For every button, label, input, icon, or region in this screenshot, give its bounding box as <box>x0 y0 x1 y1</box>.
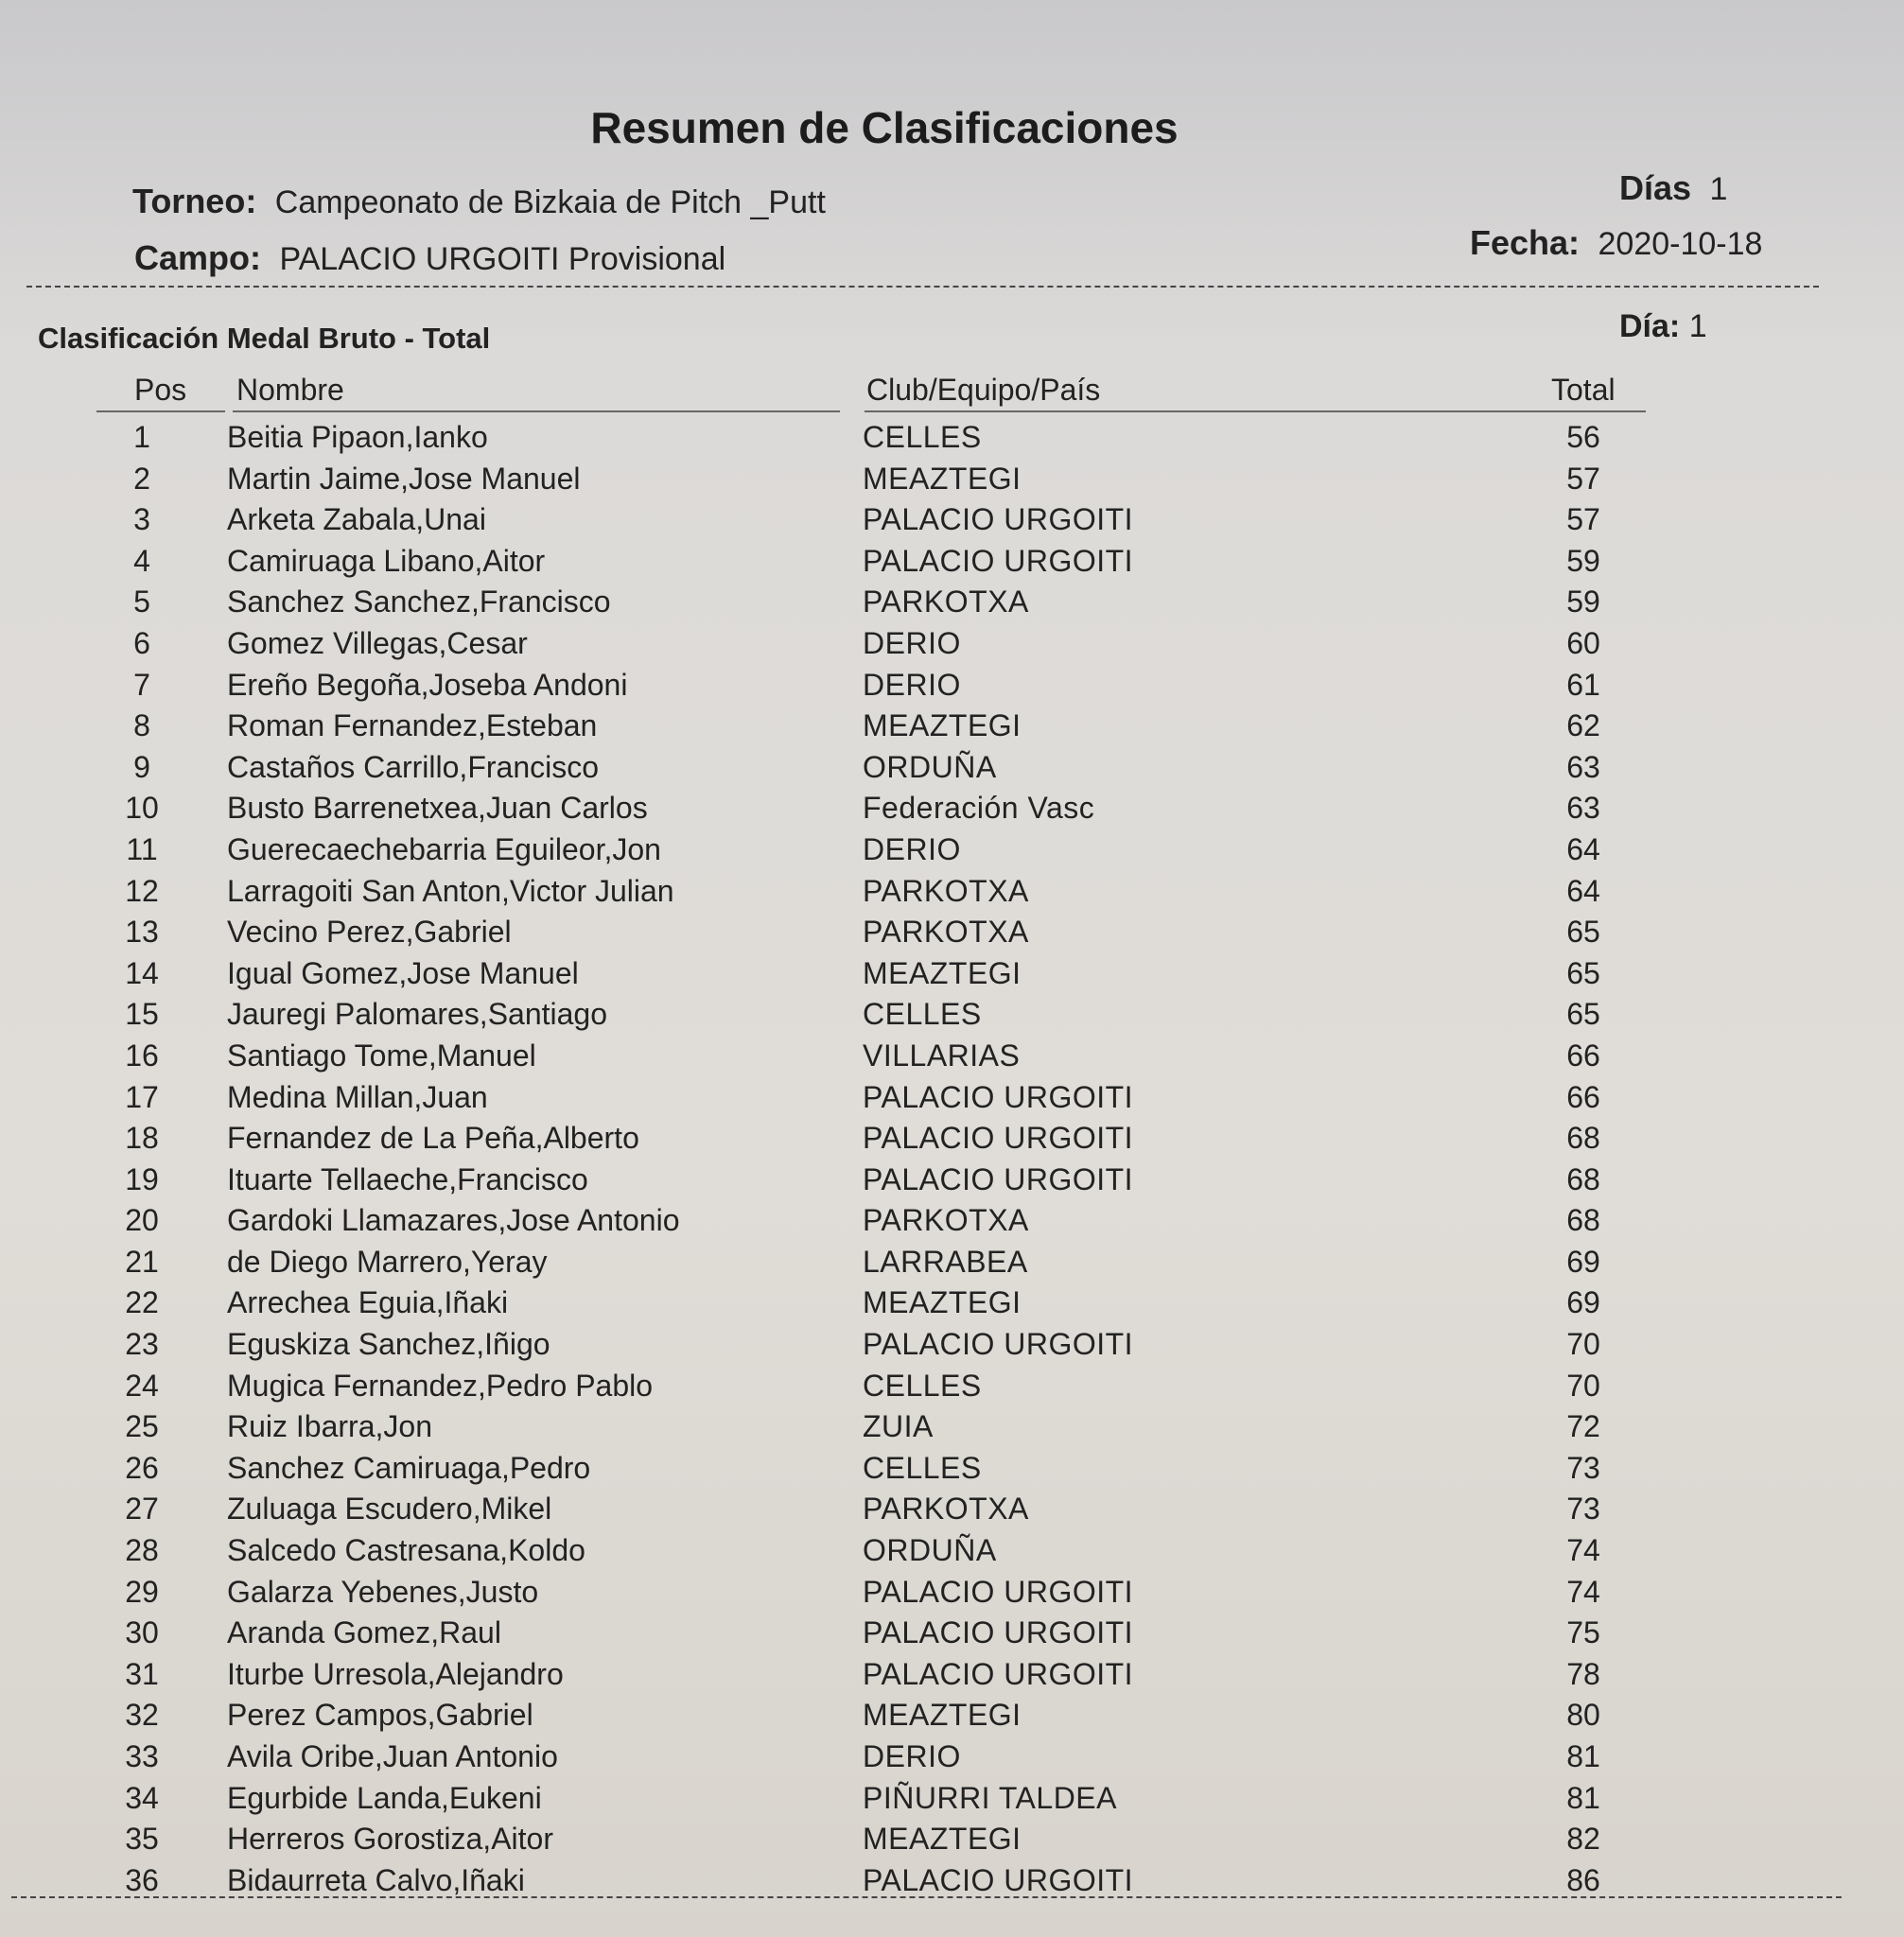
position-cell: 34 <box>125 1780 159 1815</box>
position-cell: 30 <box>125 1615 159 1650</box>
total-cell: 80 <box>1566 1698 1600 1733</box>
position-cell: 5 <box>133 585 150 619</box>
total-cell: 73 <box>1566 1492 1600 1527</box>
total-cell: 73 <box>1566 1450 1600 1485</box>
club-cell: ORDUÑA <box>863 749 997 784</box>
total-cell: 82 <box>1566 1822 1600 1857</box>
club-cell: PALACIO URGOITI <box>863 1161 1134 1196</box>
total-cell: 74 <box>1566 1533 1600 1568</box>
club-cell: LARRABEA <box>863 1244 1028 1279</box>
name-cell: Martin Jaime,Jose Manuel <box>227 461 581 496</box>
table-row <box>0 581 1904 622</box>
club-cell: PALACIO URGOITI <box>863 1079 1134 1114</box>
day-label: Día: <box>1619 308 1681 344</box>
table-row <box>0 540 1904 582</box>
table-row <box>0 1694 1904 1736</box>
table-row <box>0 1365 1904 1406</box>
total-cell: 64 <box>1566 873 1600 908</box>
total-cell: 63 <box>1566 749 1600 784</box>
club-cell: DERIO <box>863 831 961 866</box>
total-cell: 69 <box>1566 1244 1600 1279</box>
table-row <box>0 498 1904 540</box>
total-cell: 74 <box>1566 1574 1600 1609</box>
club-cell: CELLES <box>863 1368 982 1403</box>
date-line <box>1470 223 1762 263</box>
tournament-label: Torneo: <box>132 182 257 220</box>
name-cell: Castaños Carrillo,Francisco <box>227 749 600 784</box>
position-cell: 13 <box>125 915 159 950</box>
table-row <box>0 1529 1904 1571</box>
name-cell: Guerecaechebarria Eguileor,Jon <box>227 831 661 866</box>
club-cell: MEAZTEGI <box>863 955 1022 990</box>
page-title: Resumen de Clasificaciones <box>590 103 1179 152</box>
days-value: 1 <box>1709 171 1728 207</box>
table-row <box>0 911 1904 952</box>
position-cell: 22 <box>125 1285 159 1320</box>
position-cell: 6 <box>133 625 150 660</box>
column-header-total: Total <box>1551 373 1616 407</box>
table-row <box>0 1282 1904 1323</box>
position-cell: 24 <box>125 1368 159 1403</box>
position-cell: 26 <box>125 1450 159 1485</box>
total-cell: 66 <box>1566 1038 1600 1073</box>
date-value: 2020-10-18 <box>1598 226 1763 262</box>
total-cell: 72 <box>1566 1409 1600 1444</box>
position-cell: 7 <box>133 667 150 702</box>
name-cell: Iturbe Urresola,Alejandro <box>227 1656 564 1691</box>
table-row <box>0 622 1904 664</box>
results-table <box>0 416 1904 1900</box>
name-cell: Beitia Pipaon,Ianko <box>227 420 488 454</box>
club-cell: MEAZTEGI <box>863 461 1022 496</box>
total-cell: 65 <box>1566 955 1600 990</box>
table-row <box>0 1859 1904 1901</box>
table-row <box>0 705 1904 746</box>
top-divider <box>26 286 1819 288</box>
name-cell: Sanchez Camiruaga,Pedro <box>227 1450 591 1485</box>
name-cell: Zuluaga Escudero,Mikel <box>227 1492 552 1527</box>
total-cell: 62 <box>1566 708 1600 743</box>
table-row <box>0 1653 1904 1695</box>
total-cell: 63 <box>1566 791 1600 826</box>
table-row <box>0 1323 1904 1365</box>
name-cell: Busto Barrenetxea,Juan Carlos <box>227 791 648 826</box>
name-cell: Arrechea Eguia,Iñaki <box>227 1285 509 1320</box>
club-cell: ZUIA <box>863 1409 934 1444</box>
total-cell: 59 <box>1566 543 1600 578</box>
total-cell: 65 <box>1566 997 1600 1032</box>
club-cell: ORDUÑA <box>863 1533 997 1568</box>
position-cell: 14 <box>125 955 159 990</box>
name-cell: Galarza Yebenes,Justo <box>227 1574 539 1609</box>
total-cell: 64 <box>1566 831 1600 866</box>
total-cell: 86 <box>1566 1862 1600 1897</box>
table-row <box>0 993 1904 1035</box>
position-cell: 12 <box>125 873 159 908</box>
position-cell: 29 <box>125 1574 159 1609</box>
club-cell: PALACIO URGOITI <box>863 1121 1134 1156</box>
column-header-pos: Pos <box>134 373 187 407</box>
name-cell: Salcedo Castresana,Koldo <box>227 1533 585 1568</box>
name-cell: Arketa Zabala,Unai <box>227 502 486 537</box>
total-cell: 60 <box>1566 625 1600 660</box>
total-cell: 59 <box>1566 585 1600 619</box>
total-cell: 70 <box>1566 1327 1600 1362</box>
days-label: Días <box>1619 168 1692 207</box>
name-cell: Ruiz Ibarra,Jon <box>227 1409 432 1444</box>
table-row <box>0 1405 1904 1447</box>
table-row <box>0 1818 1904 1859</box>
days-line <box>1619 168 1727 208</box>
club-cell: PARKOTXA <box>863 873 1029 908</box>
total-cell: 61 <box>1566 667 1600 702</box>
course-line <box>134 238 725 278</box>
total-cell: 68 <box>1566 1161 1600 1196</box>
club-cell: PALACIO URGOITI <box>863 543 1134 578</box>
total-cell: 70 <box>1566 1368 1600 1403</box>
total-cell: 68 <box>1566 1203 1600 1238</box>
name-cell: Egurbide Landa,Eukeni <box>227 1780 542 1815</box>
name-cell: Eguskiza Sanchez,Iñigo <box>227 1327 550 1362</box>
position-cell: 15 <box>125 997 159 1032</box>
table-row <box>0 1199 1904 1241</box>
table-row <box>0 829 1904 870</box>
club-cell: CELLES <box>863 997 982 1032</box>
position-cell: 11 <box>126 831 158 866</box>
day-value: 1 <box>1688 308 1707 344</box>
position-cell: 25 <box>125 1409 159 1444</box>
bottom-divider <box>11 1896 1842 1898</box>
table-row <box>0 787 1904 829</box>
total-cell: 56 <box>1566 420 1600 454</box>
club-cell: MEAZTEGI <box>863 1822 1022 1857</box>
name-cell: Medina Millan,Juan <box>227 1079 488 1114</box>
total-cell: 65 <box>1566 915 1600 950</box>
name-cell: Roman Fernandez,Esteban <box>227 708 598 743</box>
course-label: Campo: <box>134 238 261 277</box>
name-cell: Aranda Gomez,Raul <box>227 1615 501 1650</box>
position-cell: 2 <box>133 461 150 496</box>
total-cell: 75 <box>1566 1615 1600 1650</box>
table-row <box>0 1159 1904 1200</box>
name-cell: Camiruaga Libano,Aitor <box>227 543 546 578</box>
table-row <box>0 1612 1904 1653</box>
club-cell: PARKOTXA <box>863 1203 1029 1238</box>
table-row <box>0 1241 1904 1283</box>
header-underline-name <box>233 410 840 412</box>
club-cell: PALACIO URGOITI <box>863 1327 1134 1362</box>
club-cell: PIÑURRI TALDEA <box>863 1780 1117 1815</box>
club-cell: PARKOTXA <box>863 585 1029 619</box>
position-cell: 21 <box>125 1244 159 1279</box>
total-cell: 81 <box>1566 1780 1600 1815</box>
name-cell: de Diego Marrero,Yeray <box>227 1244 548 1279</box>
table-row <box>0 1571 1904 1613</box>
total-cell: 66 <box>1566 1079 1600 1114</box>
position-cell: 27 <box>125 1492 159 1527</box>
section-title: Clasificación Medal Bruto - Total <box>38 322 491 355</box>
position-cell: 35 <box>125 1822 159 1857</box>
club-cell: Federación Vasc <box>863 791 1095 826</box>
total-cell: 68 <box>1566 1121 1600 1156</box>
club-cell: PARKOTXA <box>863 915 1029 950</box>
course-value: PALACIO URGOITI Provisional <box>279 241 726 277</box>
table-row <box>0 1447 1904 1489</box>
position-cell: 28 <box>125 1533 159 1568</box>
table-row <box>0 952 1904 994</box>
header-underline-club-total <box>865 410 1646 412</box>
name-cell: Sanchez Sanchez,Francisco <box>227 585 611 619</box>
name-cell: Bidaurreta Calvo,Iñaki <box>227 1862 525 1897</box>
name-cell: Avila Oribe,Juan Antonio <box>227 1739 558 1773</box>
club-cell: CELLES <box>863 420 982 454</box>
position-cell: 33 <box>125 1739 159 1773</box>
column-header-name: Nombre <box>236 373 344 407</box>
position-cell: 1 <box>133 420 150 454</box>
total-cell: 57 <box>1566 461 1600 496</box>
name-cell: Gomez Villegas,Cesar <box>227 625 528 660</box>
club-cell: CELLES <box>863 1450 982 1485</box>
name-cell: Perez Campos,Gabriel <box>227 1698 533 1733</box>
tournament-value: Campeonato de Bizkaia de Pitch _Putt <box>274 184 826 220</box>
name-cell: Fernandez de La Peña,Alberto <box>227 1121 639 1156</box>
table-row <box>0 458 1904 499</box>
table-row <box>0 870 1904 912</box>
club-cell: MEAZTEGI <box>863 708 1022 743</box>
name-cell: Santiago Tome,Manuel <box>227 1038 536 1073</box>
club-cell: PALACIO URGOITI <box>863 502 1134 537</box>
total-cell: 78 <box>1566 1656 1600 1691</box>
club-cell: PARKOTXA <box>863 1492 1029 1527</box>
name-cell: Ituarte Tellaeche,Francisco <box>227 1161 588 1196</box>
table-row <box>0 746 1904 788</box>
name-cell: Jauregi Palomares,Santiago <box>227 997 608 1032</box>
position-cell: 9 <box>133 749 150 784</box>
position-cell: 36 <box>125 1862 159 1897</box>
table-row <box>0 1736 1904 1777</box>
club-cell: MEAZTEGI <box>863 1285 1022 1320</box>
club-cell: VILLARIAS <box>863 1038 1021 1073</box>
position-cell: 18 <box>125 1121 159 1156</box>
table-row <box>0 1777 1904 1819</box>
position-cell: 32 <box>125 1698 159 1733</box>
name-cell: Ereño Begoña,Joseba Andoni <box>227 667 628 702</box>
position-cell: 17 <box>125 1079 159 1114</box>
position-cell: 20 <box>125 1203 159 1238</box>
position-cell: 19 <box>125 1161 159 1196</box>
table-row <box>0 1076 1904 1118</box>
position-cell: 16 <box>125 1038 159 1073</box>
total-cell: 69 <box>1566 1285 1600 1320</box>
club-cell: PALACIO URGOITI <box>863 1862 1134 1897</box>
club-cell: DERIO <box>863 667 961 702</box>
tournament-line <box>132 182 826 221</box>
table-row <box>0 1117 1904 1159</box>
table-row <box>0 664 1904 706</box>
day-line <box>1619 308 1707 345</box>
name-cell: Igual Gomez,Jose Manuel <box>227 955 579 990</box>
name-cell: Mugica Fernandez,Pedro Pablo <box>227 1368 654 1403</box>
name-cell: Herreros Gorostiza,Aitor <box>227 1822 553 1857</box>
header-underline-pos <box>96 410 225 412</box>
table-row <box>0 1488 1904 1529</box>
name-cell: Gardoki Llamazares,Jose Antonio <box>227 1203 680 1238</box>
club-cell: DERIO <box>863 625 961 660</box>
date-label: Fecha: <box>1470 223 1581 262</box>
total-cell: 81 <box>1566 1739 1600 1773</box>
club-cell: PALACIO URGOITI <box>863 1656 1134 1691</box>
position-cell: 31 <box>125 1656 159 1691</box>
table-row <box>0 416 1904 458</box>
table-row <box>0 1035 1904 1076</box>
club-cell: PALACIO URGOITI <box>863 1574 1134 1609</box>
position-cell: 23 <box>125 1327 159 1362</box>
total-cell: 57 <box>1566 502 1600 537</box>
position-cell: 4 <box>133 543 150 578</box>
name-cell: Vecino Perez,Gabriel <box>227 915 512 950</box>
club-cell: MEAZTEGI <box>863 1698 1022 1733</box>
position-cell: 10 <box>125 791 159 826</box>
column-header-club: Club/Equipo/País <box>866 373 1101 407</box>
position-cell: 3 <box>133 502 150 537</box>
position-cell: 8 <box>133 708 150 743</box>
club-cell: PALACIO URGOITI <box>863 1615 1134 1650</box>
club-cell: DERIO <box>863 1739 961 1773</box>
name-cell: Larragoiti San Anton,Victor Julian <box>227 873 674 908</box>
